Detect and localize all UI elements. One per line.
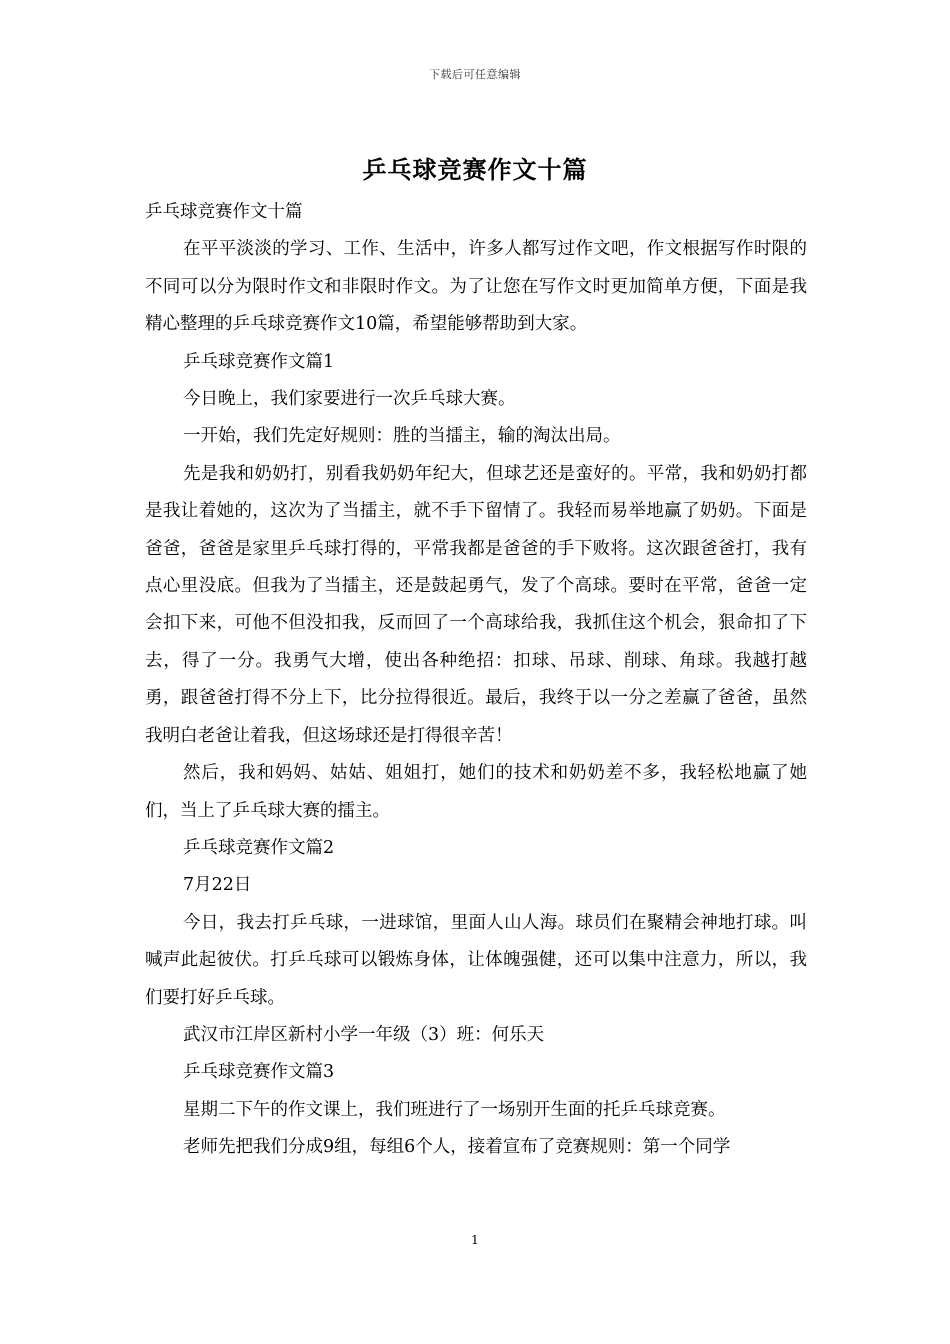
section-heading-1: 乒乓球竞赛作文篇1 — [183, 351, 335, 372]
paragraph: 今日晚上，我们家要进行一次乒乓球大赛。 — [183, 389, 516, 410]
paragraph: 一开始，我们先定好规则：胜的当擂主，输的淘汰出局。 — [183, 426, 621, 447]
document-body — [145, 194, 807, 1167]
section-heading-2: 乒乓球竞赛作文篇2 — [183, 837, 335, 858]
paragraph: 老师先把我们分成9组，每组6个人，接着宣布了竞赛规则：第一个同学 — [183, 1137, 731, 1158]
section-heading-3: 乒乓球竞赛作文篇3 — [183, 1062, 335, 1083]
paragraph-subtitle: 乒乓球竞赛作文十篇 — [145, 202, 303, 222]
header-note: 下载后可任意编辑 — [429, 68, 521, 81]
page-number: 1 — [471, 1233, 479, 1247]
paragraph: 星期二下午的作文课上，我们班进行了一场别开生面的托乒乓球竞赛。 — [183, 1099, 726, 1120]
paragraph: 今日，我去打乒乓球，一进球馆，里面人山人海。球员们在聚精会神地打球。叫喊声此起彼伏。打乒乓球可以锻炼身体，让体魄强健，还可以集中注意力，所以，我们要打好乒乓球。 — [145, 912, 807, 1008]
paragraph: 然后，我和妈妈、姑姑、姐姐打，她们的技术和奶奶差不多，我轻松地赢了她们，当上了乒乓球大赛的擂主。 — [145, 763, 807, 821]
paragraph-intro: 在平平淡淡的学习、工作、生活中，许多人都写过作文吧，作文根据写作时限的不同可以分为限时作文和非限时作文。为了让您在写作文时更加简单方便，下面是我精心整理的乒乓球竞赛作文10篇，希望能够帮助到大家。 — [145, 239, 807, 335]
paragraph-author: 武汉市江岸区新村小学一年级（3）班：何乐天 — [183, 1024, 545, 1045]
document-title: 乒乓球竞赛作文十篇 — [362, 155, 588, 184]
paragraph-date: 7月22日 — [183, 875, 252, 896]
paragraph: 先是我和奶奶打，别看我奶奶年纪大，但球艺还是蛮好的。平常，我和奶奶打都是我让着她的，这次为了当擂主，就不手下留情了。我轻而易举地赢了奶奶。下面是爸爸，爸爸是家里乒乓球打得的，平常我都是爸爸的手下败将。这次跟爸爸打，我有点心里没底。但我为了当擂主，还是鼓起勇气，发了个高球。要时在平常，爸爸一定会扣下来，可他不但没扣我，反而回了一个高球给我，我抓住这个机会，狠命扣了下去，得了一分。我勇气大增，使出各种绝招：扣球、吊球、削球、角球。我越打越勇，跟爸爸打得不分上下，比分拉得很近。最后，我终于以一分之差赢了爸爸，虽然我明白老爸让着我，但这场球还是打得很辛苦！ — [145, 463, 807, 746]
